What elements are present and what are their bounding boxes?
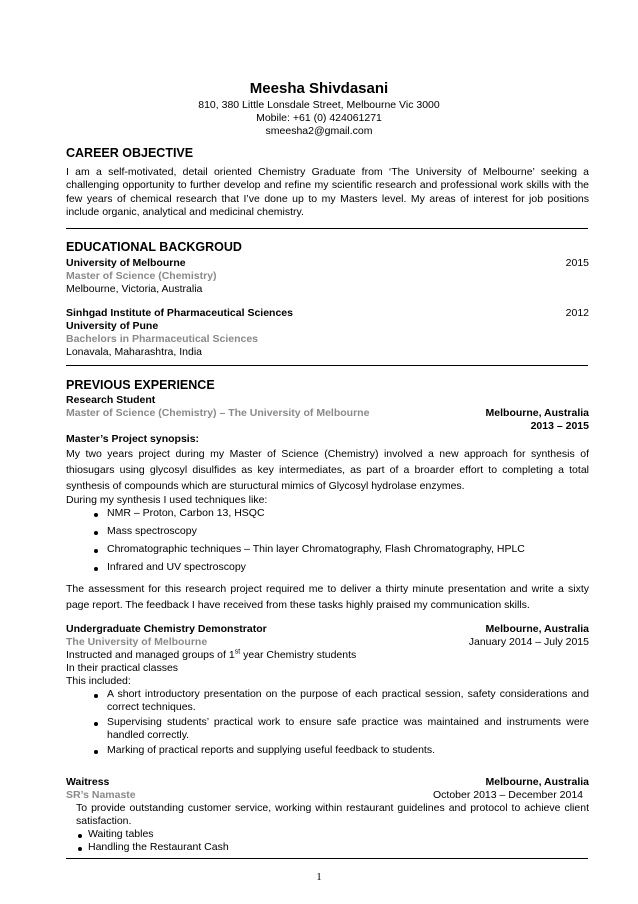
demonstrator-bullet: A short introductory presentation on the purpose of each practical session, safety considerations and correct techniques. [107, 688, 589, 714]
waitress-location: Melbourne, Australia [485, 776, 589, 788]
demonstrator-title: Undergraduate Chemistry Demonstrator [66, 623, 267, 635]
edu-1-year: 2015 [565, 257, 589, 269]
bullet-dot [94, 750, 98, 754]
demonstrator-bullet: Supervising students’ practical work to ensure safe practice was maintained and instruments were handled correctly. [107, 716, 589, 742]
waitress-dates: October 2013 – December 2014 [432, 789, 583, 801]
edu-1-location: Melbourne, Victoria, Australia [66, 283, 203, 295]
demonstrator-location: Melbourne, Australia [485, 623, 589, 635]
career-objective-heading: CAREER OBJECTIVE [66, 146, 194, 160]
synopsis-text: My two years project during my Master of Science (Chemistry) involved a new approach for synthesis of thiosugars using glycosyl disulfides as key intermediates, as part of a broarder effort to completing a total synthesis of compounds which are stuructural mimics of Glycosyl hydrolase enzymes. [66, 448, 589, 492]
demonstrator-bullet: Marking of practical reports and supplying useful feedback to students. [107, 744, 436, 756]
edu-2-university: University of Pune [66, 320, 159, 332]
assessment-text: The assessment for this research project required me to deliver a thirty minute presentation and write a sixty page report. The feedback I have received from these tasks highly praised my communication skills. [66, 583, 589, 611]
divider [66, 858, 588, 859]
career-objective-text: I am a self-motivated, detail oriented Chemistry Graduate from ‘The University of Melbourne’ seeking a challenging opportunity to further develop and refine my scientific research and professional work skills with the few years of chemical research that I’ve done up to my Masters level. My areas of interest for job positions include organic, analytical and medicinal chemistry. [66, 166, 589, 218]
edu-2-location: Lonavala, Maharashtra, India [66, 346, 203, 358]
waitress-bullet: Waiting tables [88, 828, 154, 840]
bullet-dot [94, 513, 98, 517]
demonstrator-dates: January 2014 – July 2015 [468, 636, 589, 648]
research-location: Melbourne, Australia [485, 407, 589, 419]
bullet-dot [94, 567, 98, 571]
candidate-name: Meesha Shivdasani [249, 80, 389, 97]
edu-2-year: 2012 [565, 307, 589, 319]
bullet-dot [78, 834, 82, 838]
experience-heading: PREVIOUS EXPERIENCE [66, 378, 215, 392]
bullet-dot [94, 549, 98, 553]
technique-item: Mass spectroscopy [107, 525, 197, 537]
address: 810, 380 Little Lonsdale Street, Melbourne Vic 3000 [198, 99, 440, 111]
waitress-bullet: Handling the Restaurant Cash [88, 841, 229, 853]
technique-item: Infrared and UV spectroscopy [107, 561, 246, 573]
research-title: Research Student [66, 394, 156, 406]
bullet-dot [94, 531, 98, 535]
email: smeesha2@gmail.com [265, 125, 373, 137]
edu-2-degree: Bachelors in Pharmaceutical Sciences [66, 333, 259, 345]
edu-2-institution: Sinhgad Institute of Pharmaceutical Sciences [66, 307, 293, 319]
bullet-dot [94, 722, 98, 726]
demonstrator-line1: Instructed and managed groups of 1st year Chemistry students [66, 648, 357, 661]
bullet-dot [94, 694, 98, 698]
research-dates: 2013 – 2015 [530, 420, 589, 432]
mobile: Mobile: +61 (0) 424061271 [256, 112, 382, 124]
divider [66, 365, 588, 366]
page-number: 1 [316, 871, 322, 883]
technique-item: NMR – Proton, Carbon 13, HSQC [107, 507, 265, 519]
techniques-intro: During my synthesis I used techniques like: [66, 494, 268, 506]
demonstrator-org: The University of Melbourne [66, 636, 208, 648]
waitress-text: To provide outstanding customer service, working within restaurant guidelines and protocol to achieve client satisfaction. [76, 802, 589, 828]
demonstrator-line2: In their practical classes [66, 662, 179, 674]
waitress-title: Waitress [66, 776, 110, 788]
edu-1-institution: University of Melbourne [66, 257, 186, 269]
demonstrator-line3: This included: [66, 675, 131, 687]
divider [66, 228, 588, 229]
technique-item: Chromatographic techniques – Thin layer Chromatography, Flash Chromatography, HPLC [107, 543, 525, 555]
waitress-org: SR’s Namaste [66, 789, 136, 801]
bullet-dot [78, 847, 82, 851]
education-heading: EDUCATIONAL BACKGROUD [66, 240, 242, 254]
synopsis-label: Master’s Project synopsis: [66, 433, 200, 445]
research-org: Master of Science (Chemistry) – The University of Melbourne [66, 407, 370, 419]
edu-1-degree: Master of Science (Chemistry) [66, 270, 217, 282]
